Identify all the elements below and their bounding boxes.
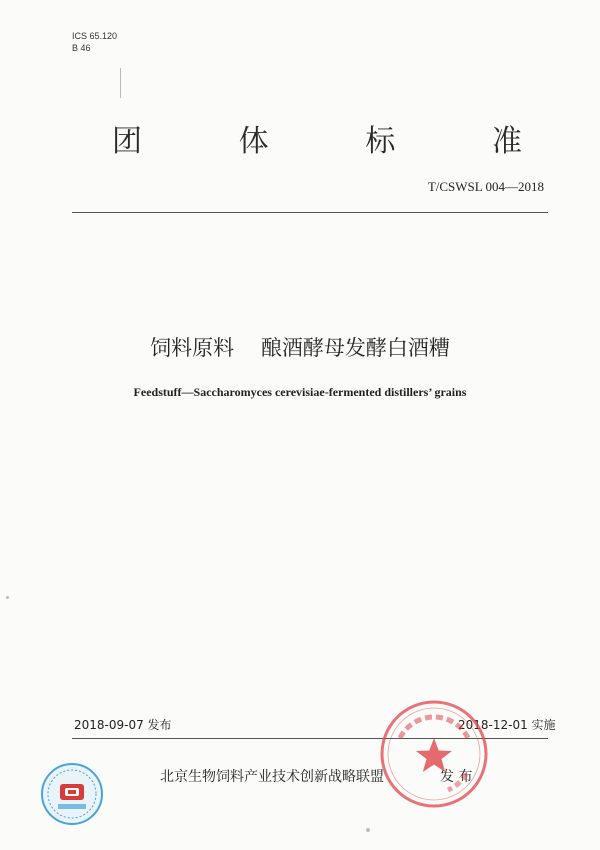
ccs-code: B 46 (72, 43, 91, 53)
scan-speck (6, 596, 9, 599)
doc-type-char: 准 (491, 124, 524, 159)
doc-type-char: 体 (238, 124, 271, 159)
top-rule (72, 212, 548, 213)
doc-type-char: 团 (112, 124, 144, 159)
implement-date: 2018-12-01 实施 (458, 718, 556, 732)
chinese-title: 饲料原料 酿酒酵母发酵白酒糟 (150, 336, 450, 360)
english-title: Feedstuff—Saccharomyces cerevisiae-fermented distillers’ grains (133, 385, 467, 399)
ics-code: ICS 65.120 (72, 31, 118, 41)
certification-logo-icon (40, 762, 104, 826)
standard-number: T/CSWSL 004—2018 (427, 179, 544, 194)
document-type-title (112, 116, 524, 160)
issuing-organization: 北京生物饲料产业技术创新战略联盟 (160, 769, 384, 785)
doc-type-char: 标 (365, 124, 398, 159)
classification-codes (72, 30, 117, 54)
issue-label: 发 布 (440, 769, 473, 785)
scan-speck (366, 828, 370, 832)
scan-mark (120, 68, 121, 98)
seal-icon (378, 698, 490, 810)
publish-date: 2018-09-07 发布 (74, 718, 172, 732)
